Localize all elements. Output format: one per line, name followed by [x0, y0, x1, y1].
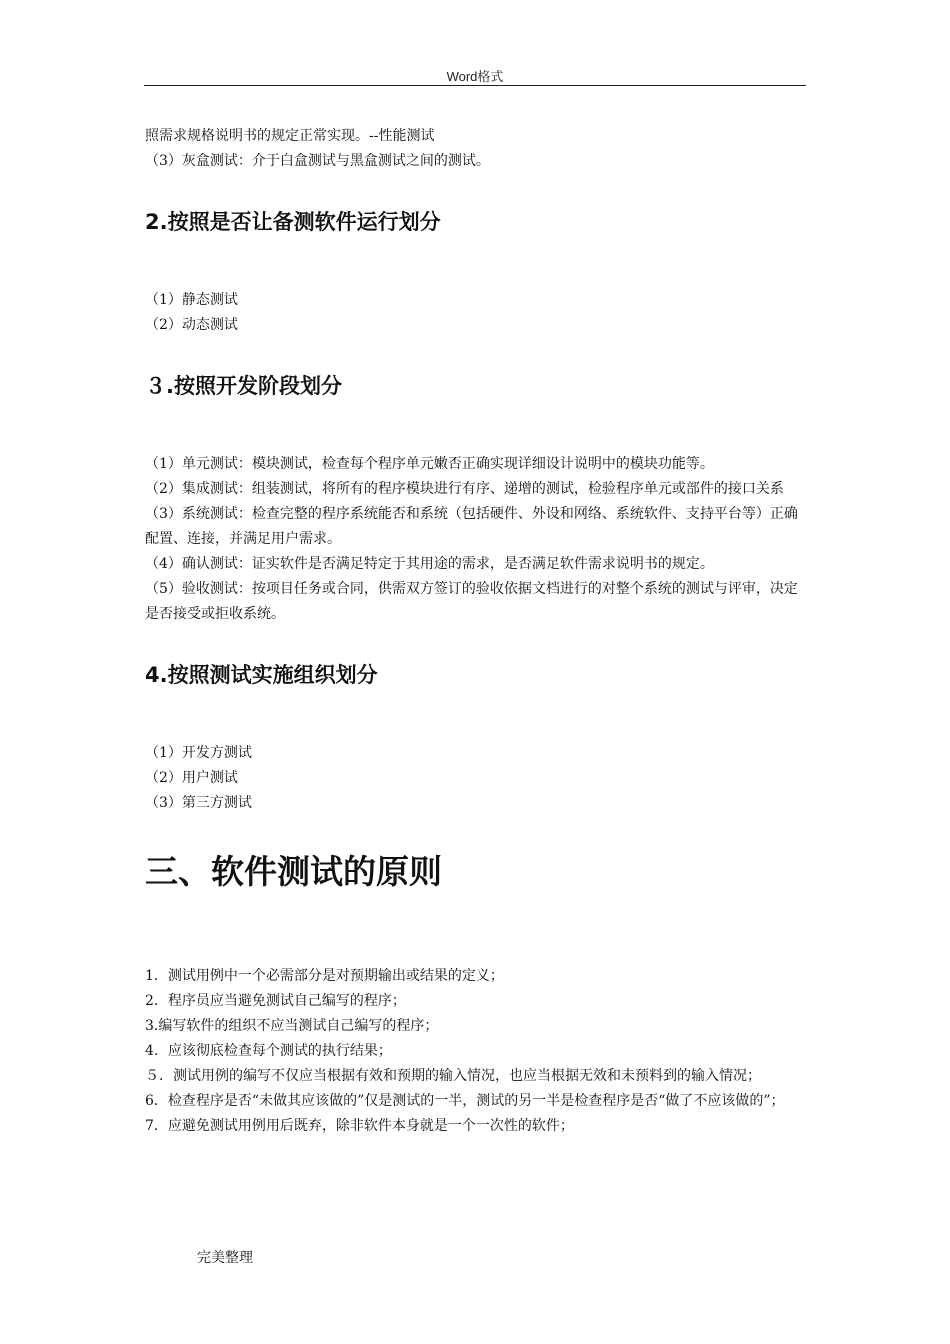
list-item: 3.编写软件的组织不应当测试自己编写的程序；	[145, 1018, 439, 1034]
list-item: （1）静态测试	[145, 292, 238, 308]
list-item: （2）集成测试：组装测试，将所有的程序模块进行有序、递增的测试，检验程序单元或部件的接口关系	[145, 481, 784, 497]
list-item: （4）确认测试：证实软件是否满足特定于其用途的需求，是否满足软件需求说明书的规定。	[145, 556, 714, 572]
list-item: 2．程序员应当避免测试自己编写的程序；	[145, 993, 406, 1009]
list-item: 6．检查程序是否“未做其应该做的”仅是测试的一半，测试的另一半是检查程序是否“做了不应该做的”；	[145, 1093, 785, 1109]
list-item: （2）用户测试	[145, 770, 238, 786]
section-heading: ３.按照开发阶段划分	[145, 374, 342, 398]
chapter-heading: 三、软件测试的原则	[145, 852, 442, 891]
document-body	[145, 124, 807, 1139]
section-heading: 4.按照测试实施组织划分	[145, 663, 378, 687]
list-item: （3）系统测试：检查完整的程序系统能否和系统（包括硬件、外设和网络、系统软件、支持平台等）正确配置、连接，并满足用户需求。	[145, 506, 798, 547]
list-item: （5）验收测试：按项目任务或合同，供需双方签订的验收依据文档进行的对整个系统的测试与评审，决定是否接受或拒收系统。	[145, 581, 798, 622]
page-header: Word格式	[446, 69, 504, 84]
section-heading: 2.按照是否让备测软件运行划分	[145, 210, 441, 234]
list-item: （2）动态测试	[145, 317, 238, 333]
page-footer: 完美整理	[197, 1250, 253, 1266]
list-item: （1）开发方测试	[145, 745, 252, 761]
list-item: （1）单元测试：模块测试，检查每个程序单元嫩否正确实现详细设计说明中的模块功能等。	[145, 456, 714, 472]
intro-line: 照需求规格说明书的规定正常实现。--性能测试	[145, 128, 435, 144]
list-item: 1．测试用例中一个必需部分是对预期输出或结果的定义；	[145, 968, 504, 984]
header-rule	[144, 85, 806, 86]
intro-line: （3）灰盒测试：介于白盒测试与黑盒测试之间的测试。	[145, 153, 490, 169]
list-item: ５．测试用例的编写不仅应当根据有效和预期的输入情况，也应当根据无效和未预料到的输入情况；	[145, 1068, 761, 1084]
list-item: 7．应避免测试用例用后既弃，除非软件本身就是一个一次性的软件；	[145, 1118, 574, 1134]
list-item: 4．应该彻底检查每个测试的执行结果；	[145, 1043, 392, 1059]
list-item: （3）第三方测试	[145, 795, 252, 811]
